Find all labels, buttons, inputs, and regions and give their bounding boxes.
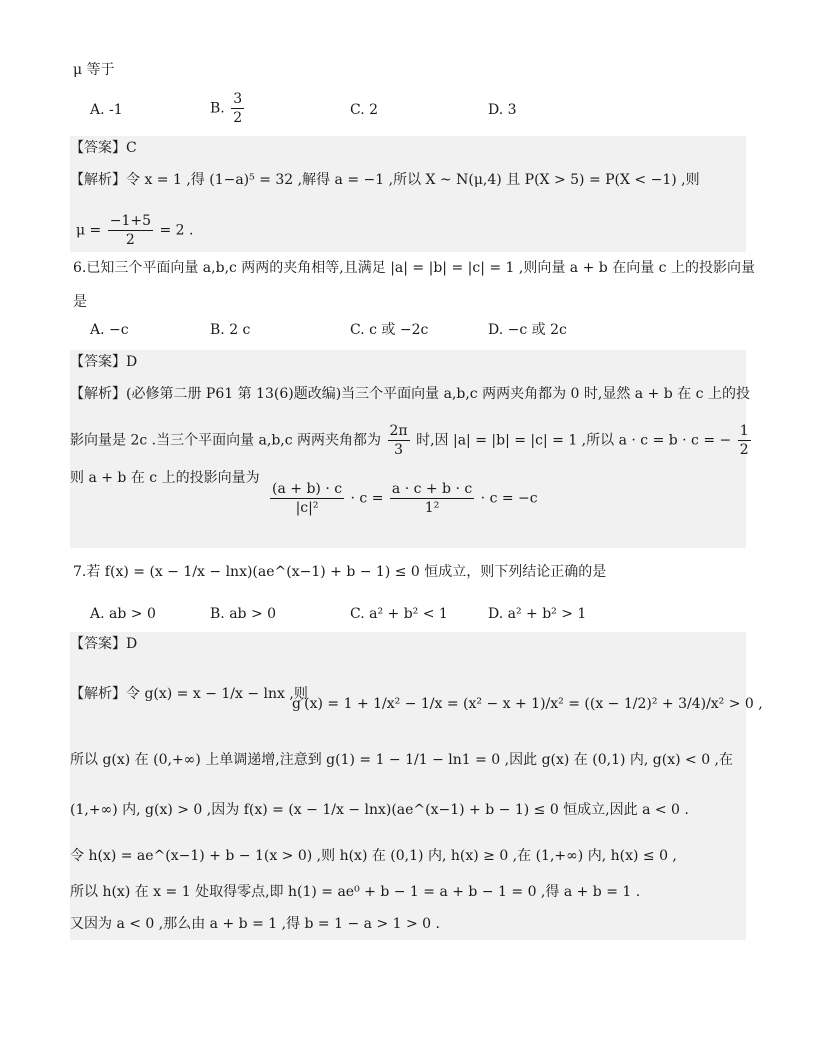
q5-mu-lhs: μ = bbox=[76, 222, 102, 239]
q7-stem: 7.若 f(x) = (x − 1/x − lnx)(ae^(x−1) + b − 1) ≤ 0 恒成立，则下列结论正确的是 bbox=[73, 564, 607, 580]
q6-option-a: A. −c bbox=[90, 322, 129, 338]
q7-analysis-line2: 所以 g(x) 在 (0,+∞) 上单调递增,注意到 g(1) = 1 − 1/1 − ln1 = 0 ,因此 g(x) 在 (0,1) 内, g(x) < 0 ,在 bbox=[70, 752, 734, 768]
q5-option-b-fraction bbox=[231, 90, 244, 127]
q6-one-half-denominator: 2 bbox=[739, 442, 749, 458]
q6-projection-fraction-2 bbox=[390, 480, 474, 517]
mu-equals-line: μ 等于 bbox=[73, 62, 115, 78]
q5-option-b bbox=[210, 90, 246, 127]
q6-projection-denominator-1: |c|² bbox=[295, 500, 319, 516]
q6-projection-numerator-2: a · c + b · c bbox=[391, 481, 473, 497]
q6-two-pi-numerator: 2π bbox=[389, 423, 408, 439]
q5-mu-rhs: = 2 . bbox=[159, 222, 194, 239]
q6-analysis-line2 bbox=[70, 422, 753, 459]
q7-analysis-line1: 【解析】令 g(x) = x − 1/x − lnx ,则 bbox=[70, 686, 308, 702]
q6-stem-line2: 是 bbox=[73, 294, 87, 310]
q5-option-b-prefix: B. bbox=[210, 100, 225, 117]
q5-option-b-numerator: 3 bbox=[233, 91, 243, 107]
q6-projection-formula bbox=[268, 480, 538, 517]
q6-two-pi-denominator: 3 bbox=[394, 442, 404, 458]
q5-option-d: D. 3 bbox=[488, 102, 517, 118]
q6-projection-fraction-1 bbox=[270, 480, 344, 517]
q7-analysis-line3: (1,+∞) 内, g(x) > 0 ,因为 f(x) = (x − 1/x − lnx)(ae^(x−1) + b − 1) ≤ 0 恒成立,因此 a < 0 . bbox=[70, 802, 689, 818]
q6-one-half-numerator: 1 bbox=[739, 423, 749, 439]
q5-option-c: C. 2 bbox=[350, 102, 379, 118]
q5-mu-fraction bbox=[108, 212, 153, 249]
q6-analysis-line3-label: 则 a + b 在 c 上的投影向量为 bbox=[70, 470, 260, 486]
q5-option-b-denominator: 2 bbox=[233, 110, 243, 126]
q6-analysis-line2-part-a: 影向量是 2c .当三个平面向量 a,b,c 两两夹角都为 bbox=[70, 432, 382, 449]
q5-mu-numerator: −1+5 bbox=[109, 213, 152, 229]
q6-two-pi-over-three bbox=[388, 422, 410, 459]
q7-option-d: D. a² + b² > 1 bbox=[488, 606, 587, 622]
q7-analysis-line5: 所以 h(x) 在 x = 1 处取得零点,即 h(1) = ae⁰ + b − 1 = a + b − 1 = 0 ,得 a + b = 1 . bbox=[70, 884, 641, 900]
q7-analysis-line6: 又因为 a < 0 ,那么由 a + b = 1 ,得 b = 1 − a > 1 > 0 . bbox=[70, 916, 440, 932]
q7-derivative: g′(x) = 1 + 1/x² − 1/x = (x² − x + 1)/x² = ((x − 1/2)² + 3/4)/x² > 0 , bbox=[292, 696, 763, 712]
q6-projection-denominator-2: 1² bbox=[424, 500, 440, 516]
q6-option-c: C. c 或 −2c bbox=[350, 322, 429, 338]
q6-stem-line1: 6.已知三个平面向量 a,b,c 两两的夹角相等,且满足 |a| = |b| = |c| = 1 ,则向量 a + b 在向量 c 上的投影向量 bbox=[73, 260, 755, 276]
q6-one-half bbox=[738, 422, 751, 459]
q6-projection-end: · c = −c bbox=[480, 490, 538, 507]
q5-mu-denominator: 2 bbox=[125, 232, 135, 248]
q5-analysis-line1 bbox=[70, 170, 700, 190]
q7-answer: 【答案】D bbox=[70, 636, 138, 652]
q6-analysis-line2-part-b: 时,因 |a| = |b| = |c| = 1 ,所以 a · c = b · c = − bbox=[416, 432, 732, 449]
q6-projection-mid: · c = bbox=[350, 490, 384, 507]
q5-answer: 【答案】C bbox=[70, 140, 137, 156]
q7-analysis-line4: 令 h(x) = ae^(x−1) + b − 1(x > 0) ,则 h(x) 在 (0,1) 内, h(x) ≥ 0 ,在 (1,+∞) 内, h(x) ≤ 0 , bbox=[70, 848, 677, 864]
q5-analysis-text: 令 x = 1 ,得 (1−a)⁵ = 32 ,解得 a = −1 ,所以 X ~ N(μ,4) 且 P(X > 5) = P(X < −1) ,则 bbox=[126, 172, 700, 188]
q6-projection-numerator-1: (a + b) · c bbox=[272, 481, 343, 497]
q6-answer: 【答案】D bbox=[70, 354, 138, 370]
q7-option-c: C. a² + b² < 1 bbox=[350, 606, 448, 622]
q7-option-b: B. ab > 0 bbox=[210, 606, 277, 622]
q5-analysis-label: 【解析】 bbox=[70, 172, 126, 188]
q7-option-a: A. ab > 0 bbox=[90, 606, 156, 622]
q6-option-b: B. 2 c bbox=[210, 322, 251, 338]
q6-option-d: D. −c 或 2c bbox=[488, 322, 567, 338]
q5-analysis-line2 bbox=[76, 212, 193, 249]
q5-option-a: A. -1 bbox=[90, 102, 123, 118]
q6-analysis-line1: 【解析】(必修第二册 P61 第 13(6)题改编)当三个平面向量 a,b,c 两两夹角都为 0 时,显然 a + b 在 c 上的投 bbox=[70, 386, 750, 402]
